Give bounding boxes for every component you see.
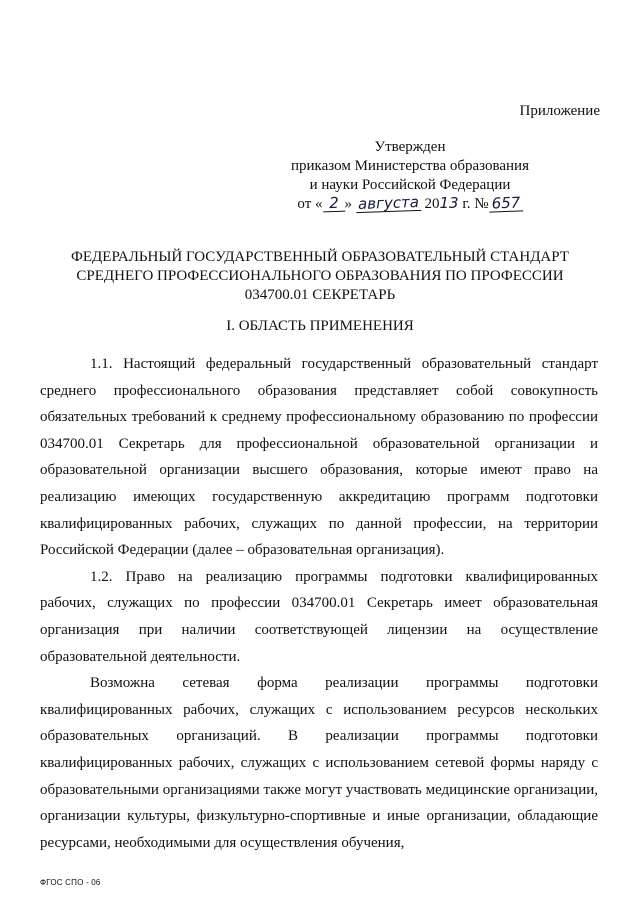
year-prefix: 20 — [424, 196, 440, 212]
handwritten-day: 2 — [322, 195, 345, 213]
approval-block — [245, 138, 575, 214]
handwritten-year: 13 — [439, 194, 459, 212]
handwritten-month: августа — [357, 192, 419, 214]
title-line-3: 034700.01 СЕКРЕТАРЬ — [244, 287, 396, 303]
date-quote-close: » — [344, 196, 352, 212]
title-line-2: СРЕДНЕГО ПРОФЕССИОНАЛЬНОГО ОБРАЗОВАНИЯ ПО ПРОФЕССИИ — [76, 268, 564, 284]
appendix-label: Приложение — [519, 103, 600, 119]
document-title — [40, 248, 600, 305]
footer-code: ФГОС СПО - 06 — [40, 878, 101, 887]
date-prefix: от « — [297, 196, 323, 212]
title-line-1: ФЕДЕРАЛЬНЫЙ ГОСУДАРСТВЕННЫЙ ОБРАЗОВАТЕЛЬНЫЙ СТАНДАРТ — [71, 249, 569, 265]
approval-line-order: приказом Министерства образования — [291, 158, 529, 174]
approval-line-approved: Утвержден — [374, 139, 446, 155]
body-text — [40, 351, 598, 851]
number-prefix: г. № — [462, 196, 489, 212]
paragraph-1-1: 1.1. Настоящий федеральный государственный образовательный стандарт среднего профессионального образования представляет собой совокупность обязательных требований к среднему профессиональному образованию по профессии 034700.01 Секретарь для профессиональной образовательной организации и образовательной организации высшего образования, которые имеют право на реализацию имеющих государственную аккредитацию программ подготовки квалифицированных рабочих, служащих по данной профессии, на территории Российской Федерации (далее – образовательная организация). — [40, 356, 598, 559]
paragraph-1-2: 1.2. Право на реализацию программы подготовки квалифицированных рабочих, служащих по профессии 034700.01 Секретарь имеет образовательная организация при наличии соответствующей лицензии на осуществление образовательной деятельности. — [40, 568, 598, 665]
section-heading: I. ОБЛАСТЬ ПРИМЕНЕНИЯ — [226, 318, 414, 334]
paragraph-network-form: Возможна сетевая форма реализации программы подготовки квалифицированных рабочих, служащих с использованием ресурсов нескольких образовательных организаций. В реализации программы подготовки квалифицированных рабочих, служащих с использованием сетевой формы наряду с образовательными организациями также могут участвовать медицинские организации, организации культуры, физкультурно-спортивные и иные организации, обладающие ресурсами, необходимыми для осуществления обучения, — [40, 675, 598, 851]
handwritten-order-number: 657 — [488, 194, 523, 212]
approval-date-line — [245, 192, 575, 214]
approval-line-ministry: и науки Российской Федерации — [309, 177, 511, 193]
